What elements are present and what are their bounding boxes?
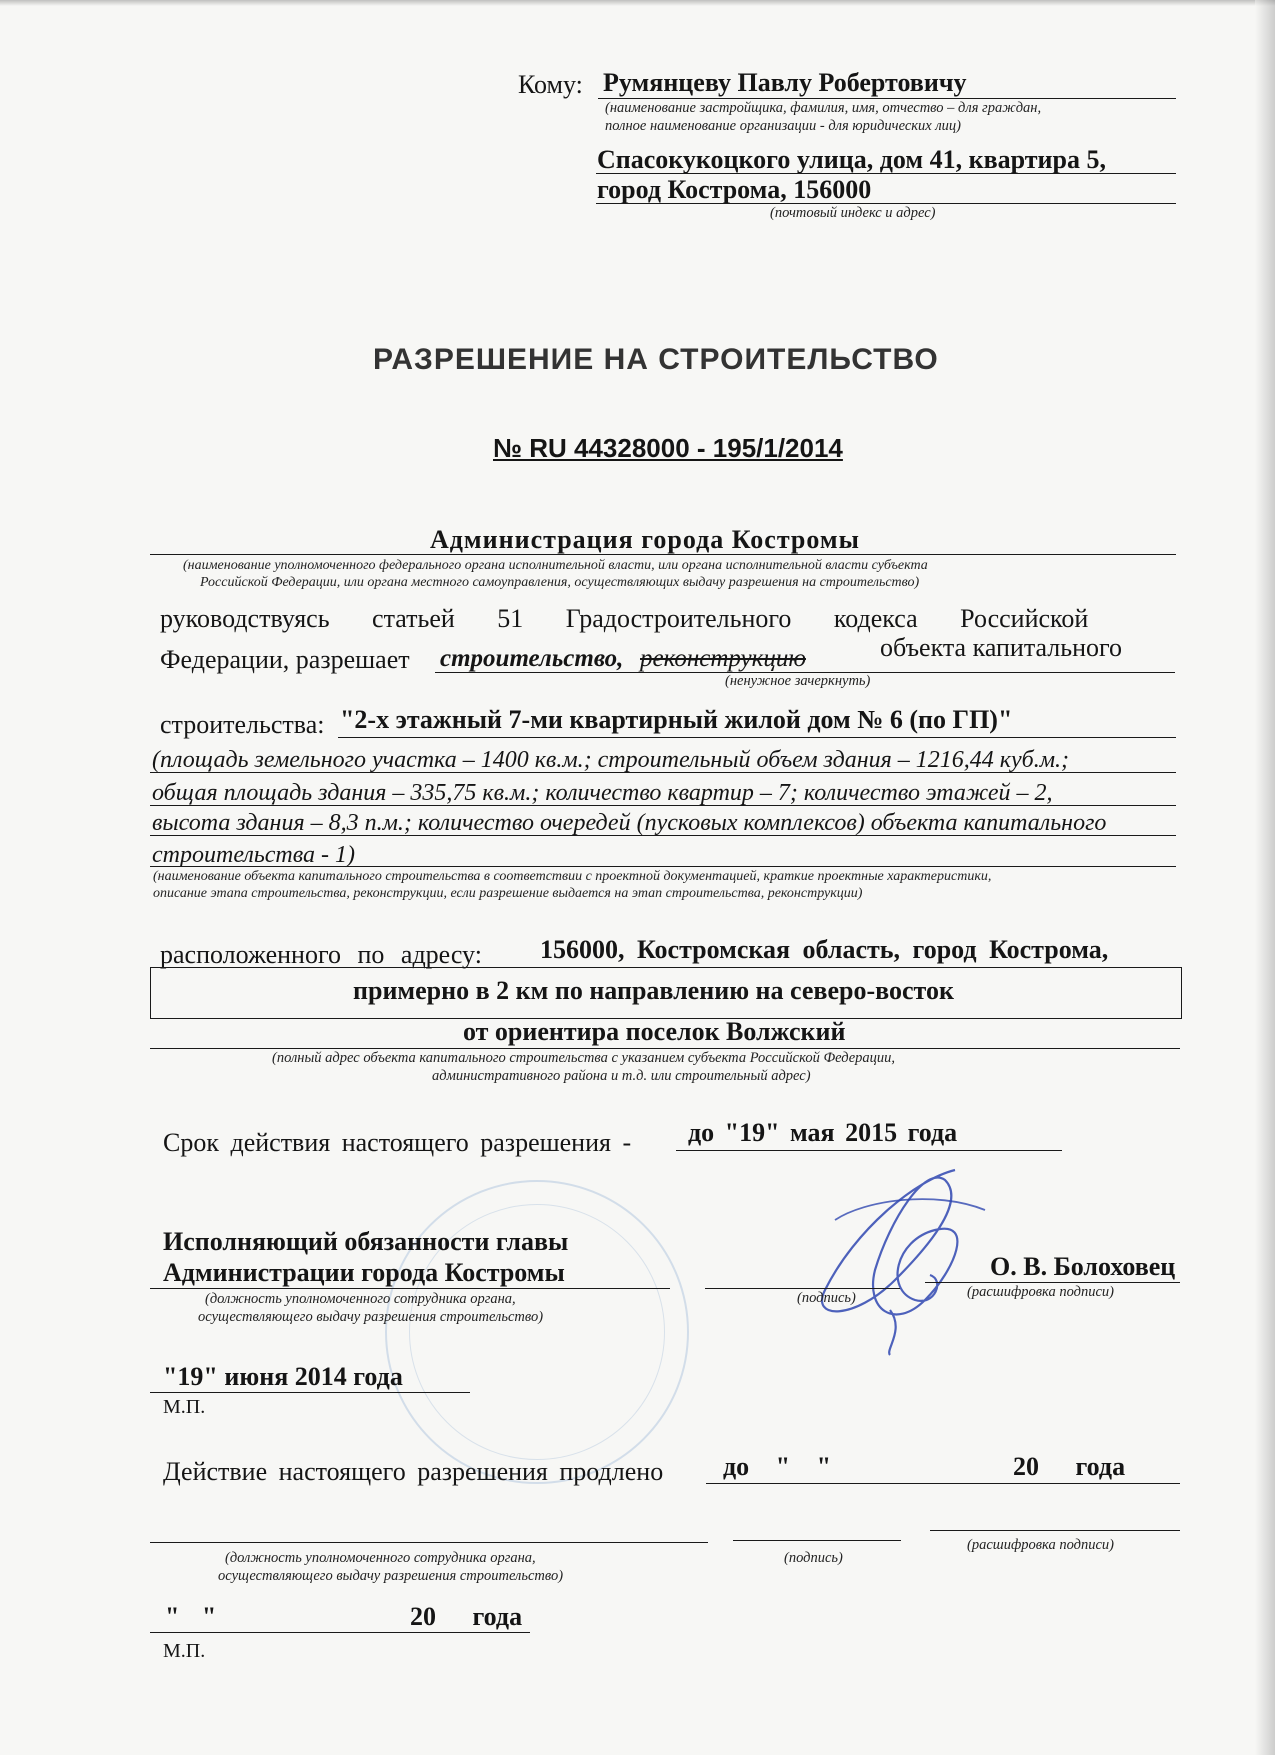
object-name: "2-х этажный 7-ми квартирный жилой дом № 6 (по ГП)" bbox=[340, 705, 1013, 734]
object-details-4: строительства - 1) bbox=[152, 842, 355, 868]
recipient-name-caption-2: полное наименование организации - для юридических лиц) bbox=[605, 118, 962, 134]
scan-top-edge bbox=[0, 0, 1275, 6]
extension-position-line bbox=[150, 1542, 708, 1543]
scan-right-edge bbox=[1255, 0, 1275, 1755]
permit-paragraph-start: Федерации, разрешает bbox=[160, 645, 410, 674]
location-caption-2: административного района и т.д. или строительный адрес) bbox=[432, 1068, 811, 1084]
location-line-3: от ориентира поселок Волжский bbox=[463, 1017, 846, 1046]
object-details-line-4 bbox=[150, 866, 1176, 867]
recipient-address-caption: (почтовый индекс и адрес) bbox=[770, 205, 936, 221]
permit-struck-caption: (ненужное зачеркнуть) bbox=[725, 673, 871, 689]
extension-name-line bbox=[930, 1530, 1180, 1531]
object-details-2: общая площадь здания – 335,75 кв.м.; количество квартир – 7; количество этажей – 2, bbox=[152, 780, 1053, 806]
object-label: строительства: bbox=[160, 710, 325, 739]
signer-position-line bbox=[150, 1288, 670, 1289]
signature-date: "19" июня 2014 года bbox=[163, 1362, 403, 1391]
validity-line bbox=[676, 1150, 1062, 1151]
signature-date-line bbox=[150, 1392, 470, 1393]
extension-date-line bbox=[150, 1632, 530, 1633]
validity-value: до "19" мая 2015 года bbox=[688, 1118, 958, 1147]
permit-number: № RU 44328000 - 195/1/2014 bbox=[493, 433, 843, 463]
signer-position-2: Администрации города Костромы bbox=[163, 1258, 565, 1287]
permit-struck-word: реконструкцию bbox=[640, 645, 806, 672]
document-title: РАЗРЕШЕНИЕ НА СТРОИТЕЛЬСТВО bbox=[373, 343, 939, 376]
extension-prefix: до " " bbox=[723, 1452, 832, 1481]
permit-paragraph-line-1 bbox=[160, 604, 1160, 634]
permit-paragraph-text-1: руководствуясь статьей 51 Градостроительного кодекса Российской bbox=[160, 604, 1089, 633]
location-caption-1: (полный адрес объекта капитального строительства с указанием субъекта Российской Федерации, bbox=[272, 1050, 896, 1066]
object-details-line-2 bbox=[150, 805, 1176, 806]
extension-date-prefix: " " bbox=[165, 1602, 217, 1631]
signature-caption: (подпись) bbox=[797, 1290, 856, 1306]
recipient-name-caption-1: (наименование застройщика, фамилия, имя, отчество – для граждан, bbox=[605, 100, 1042, 116]
authority-caption-2: Российской Федерации, или органа местного самоуправления, осуществляющих выдачу разрешения на строительство) bbox=[200, 575, 920, 590]
permit-paragraph-end: объекта капитального bbox=[880, 633, 1123, 662]
object-details-3: высота здания – 8,3 п.м.; количество очередей (пусковых комплексов) объекта капитального bbox=[152, 810, 1107, 836]
validity-label: Срок действия настоящего разрешения - bbox=[163, 1128, 632, 1157]
object-details-caption-2: описание этапа строительства, реконструкции, если разрешение выдается на этап строительства, реконструкции) bbox=[153, 886, 863, 901]
extension-line bbox=[706, 1483, 1180, 1484]
seal-label: М.П. bbox=[163, 1396, 206, 1418]
object-name-line bbox=[338, 737, 1176, 738]
signer-name-line bbox=[925, 1282, 1180, 1283]
object-details-caption-1: (наименование объекта капитального строительства в соответствии с проектной документацией, краткие проектные характеристики, bbox=[153, 869, 992, 884]
signer-name: О. В. Болоховец bbox=[990, 1252, 1176, 1281]
location-line-1: 156000, Костромская область, город Кострома, bbox=[540, 935, 1109, 964]
extension-name-caption: (расшифровка подписи) bbox=[967, 1537, 1115, 1553]
location-line-2: примерно в 2 км по направлению на северо-восток bbox=[353, 976, 954, 1005]
recipient-name-line bbox=[598, 98, 1176, 99]
object-details-line-3 bbox=[150, 835, 1176, 836]
extension-date-year: 20 года bbox=[410, 1602, 523, 1631]
recipient-address-line-2 bbox=[596, 203, 1176, 204]
signer-position-caption-1: (должность уполномоченного сотрудника органа, bbox=[205, 1291, 516, 1307]
signer-position-caption-2: осуществляющего выдачу разрешения строительство) bbox=[198, 1309, 544, 1325]
extension-signature-line bbox=[733, 1540, 901, 1541]
signer-position-1: Исполняющий обязанности главы bbox=[163, 1227, 569, 1256]
recipient-address-2: город Кострома, 156000 bbox=[597, 175, 872, 204]
recipient-label: Кому: bbox=[518, 70, 583, 99]
object-details-line-1 bbox=[150, 772, 1176, 773]
extension-seal-label: М.П. bbox=[163, 1640, 206, 1662]
extension-signature-caption: (подпись) bbox=[784, 1550, 843, 1566]
signer-name-caption: (расшифровка подписи) bbox=[967, 1284, 1115, 1300]
authority-name: Администрация города Костромы bbox=[430, 525, 860, 554]
official-seal bbox=[385, 1180, 689, 1484]
location-line bbox=[150, 1048, 1180, 1049]
authority-line bbox=[150, 554, 1176, 555]
extension-position-caption-2: осуществляющего выдачу разрешения строительство) bbox=[218, 1568, 564, 1584]
recipient-name: Румянцеву Павлу Робертовичу bbox=[603, 68, 967, 97]
location-label: расположенного по адресу: bbox=[160, 940, 482, 969]
object-details-1: (площадь земельного участка – 1400 кв.м.; строительный объем здания – 1216,44 куб.м.; bbox=[152, 747, 1070, 773]
extension-position-caption-1: (должность уполномоченного сотрудника органа, bbox=[225, 1550, 536, 1566]
authority-caption-1: (наименование уполномоченного федерального органа исполнительной власти, или органа исполнительной власти субъекта bbox=[183, 558, 928, 573]
permit-kept-word: строительство, bbox=[440, 645, 624, 672]
recipient-address-line-1 bbox=[596, 173, 1176, 174]
extension-label: Действие настоящего разрешения продлено bbox=[163, 1457, 664, 1486]
extension-year: 20 года bbox=[1013, 1452, 1126, 1481]
recipient-address-1: Спасокукоцкого улица, дом 41, квартира 5, bbox=[597, 145, 1106, 174]
signature-line bbox=[705, 1288, 900, 1289]
